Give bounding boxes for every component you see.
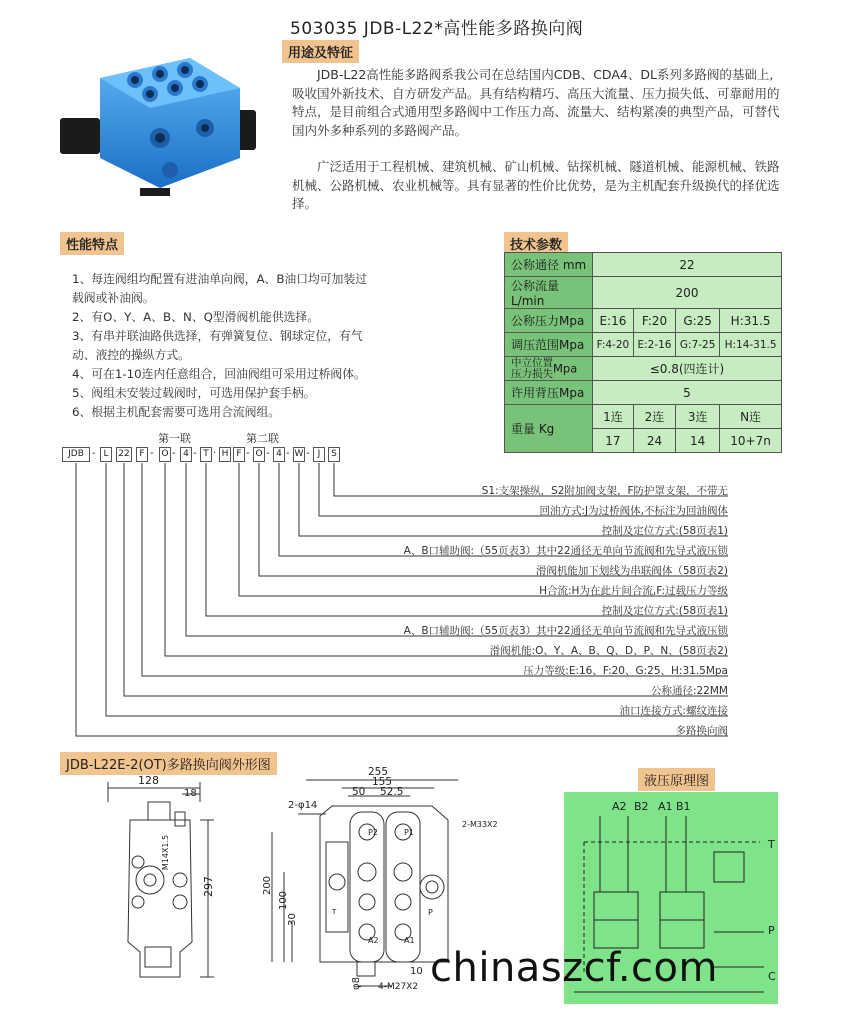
param-value: 5 [593,381,782,405]
page-title: 503035 JDB-L22*高性能多路换向阀 [290,19,584,39]
param-value: G:7-25 [676,333,720,357]
code-dash: - [172,448,176,459]
dim-label: 10 [410,966,423,977]
param-value: 10+7n [720,429,782,453]
feature-item: 载阀或补油阀。 [72,291,155,305]
port-label: P2 [368,828,378,837]
code-box: J [313,447,325,462]
code-box: H [219,447,231,462]
code-annotation: A、B口辅助阀:（55页表3）其中22通径无单向节流阀和先导式液压锁 [403,545,728,557]
feature-item: 动、液控的操纵方式。 [72,348,190,362]
code-annotation: 滑阀机能加下划线为串联阀体（58页表2) [535,565,728,577]
code-box: W [293,447,305,462]
code-annotation: A、B口辅助阀:（55页表3）其中22通径无单向节流阀和先导式液压锁 [403,625,728,637]
dim-label: 18 [184,788,197,799]
code-annotation: 油口连接方式:螺纹连接 [619,705,728,717]
param-value: E:16 [593,309,634,333]
dim-label: 52.5 [380,786,404,798]
dim-label: 297 [202,876,215,897]
code-annotation: 压力等级:E:16、F:20、G:25、H:31.5Mpa [523,665,728,677]
port-label: T [768,838,775,851]
param-value: H:31.5 [720,309,782,333]
param-value: G:25 [676,309,720,333]
dim-label: 4-M27X2 [378,982,419,992]
param-label: 公称通径 mm [505,253,593,277]
dim-label: 100 [278,890,290,911]
param-value: ≤0.8(四连计) [593,357,782,381]
code-dash: - [92,448,96,459]
param-label: 许用背压Mpa [505,381,593,405]
feature-item: 3、有串并联油路供选择，有弹簧复位、钢球定位，有气 [72,329,363,343]
dim-label: φ8 [350,977,362,990]
code-annotation: S1:支架操纵，S2附加阀支架，F防护罩支架，不带无 [481,485,728,497]
group1-label: 第一联 [158,432,191,445]
port-label: A1 [658,800,673,813]
group2-label: 第二联 [246,432,279,445]
code-annotation: 滑阀机能:O、Y、A、B、Q、D、P、N、(58页表2) [489,645,728,657]
dim-label: 155 [372,776,393,788]
param-head: 3连 [676,405,720,429]
code-box: F [136,447,148,462]
code-annotation: 回油方式:J为过桥阀体,不标注为回油阀体 [539,505,728,517]
outline-header: JDB-L22E-2(OT)多路换向阀外形图 [60,752,277,775]
feature-item: 6、根据主机配套需要可选用合流阀组。 [72,405,281,419]
param-head: 1连 [593,405,634,429]
code-box: 22 [116,447,132,462]
dim-label: 30 [286,913,298,926]
port-label: T [332,908,337,916]
param-value: F:20 [633,309,675,333]
code-box: F [233,447,245,462]
param-label-unit: Mpa [553,361,578,375]
dim-label: 255 [368,766,389,778]
dim-label: M14X1.5 [161,834,171,871]
param-value: 24 [633,429,675,453]
param-head: N连 [720,405,782,429]
param-value: 17 [593,429,634,453]
code-box: JDB [62,447,90,462]
code-box: O [253,447,265,462]
code-annotation: 控制及定位方式:(58页表1) [601,605,728,617]
param-value: 14 [676,429,720,453]
param-value: 200 [593,277,782,309]
dim-label: 2-φ14 [288,800,318,811]
dim-label: 128 [138,774,159,787]
code-annotation: 多路换向阀 [675,725,728,737]
dim-label: 50 [352,786,366,798]
usage-paragraph-2: 广泛适用于工程机械、建筑机械、矿山机械、钻探机械、隧道机械、能源机械、铁路机械、公路机械、农业机械等。具有显著的性价比优势，是为主机配套升级换代的择优选择。 [292,159,780,211]
param-value: H:14-31.5 [720,333,782,357]
usage-paragraph-1: JDB-L22高性能多路阀系我公司在总结国内CDB、CDA4、DL系列多路阀的基础上,吸收国外新技术、自方研发产品。具有结构精巧、高压大流量、压力损失低、可靠耐用的特点，是目前组合式通用型多路阀中工作压力高、流量大、结构紧凑的典型产品，可替代国内外多种系列的多路阀产品。 [292,67,780,138]
port-label: P1 [404,828,414,837]
code-box: L [100,447,112,462]
port-label: A2 [612,800,627,813]
param-value: 22 [593,253,782,277]
dim-label: 2-M33X2 [462,820,498,829]
code-dash: - [150,448,154,459]
param-value: E:2-16 [633,333,675,357]
code-dash: · [213,448,217,459]
port-label: B2 [634,800,649,813]
param-label: 公称流量 L/min [505,277,593,309]
code-annotation: 公称通径:22MM [650,685,728,697]
code-annotation: 控制及定位方式:(58页表1) [601,525,728,537]
code-annotation: H合流:H为在此片间合流,F:过载压力等级 [539,585,728,597]
param-label-line: 中立位置 [511,356,553,369]
feature-item: 2、有O、Y、A、B、N、Q型滑阀机能供选择。 [72,310,320,324]
code-dash: - [193,448,197,459]
dim-label: 200 [262,875,274,896]
param-label-line: 压力损失 [511,367,553,380]
feature-item: 4、可在1-10连内任意组合，回油阀组可采用过桥阀体。 [72,367,366,381]
port-label: A1 [404,936,415,945]
port-label: B1 [676,800,691,813]
features-header: 性能特点 [60,232,124,255]
port-label: P [428,908,433,917]
code-dash: - [286,448,290,459]
port-label: C [768,970,776,983]
port-label: P [768,924,775,937]
param-label: 重量 Kg [505,405,593,453]
param-label: 调压范围Mpa [505,333,593,357]
port-label: A2 [368,936,379,945]
code-dash: - [266,448,270,459]
code-box: O [159,447,171,462]
feature-item: 5、阀组未安装过载阀时，可选用保护套手柄。 [72,386,316,400]
param-head: 2连 [633,405,675,429]
code-box: S [328,447,340,462]
site-watermark: chinaszcf.com [430,945,718,991]
param-label: 公称压力Mpa [505,309,593,333]
code-box: 4 [273,447,285,462]
usage-header: 用途及特征 [282,40,359,63]
param-value: F:4-20 [593,333,634,357]
feature-item: 1、每连阀组均配置有进油单向阀，A、B油口均可加装过 [72,272,367,286]
params-header: 技术参数 [504,232,568,255]
code-dash: - [306,448,310,459]
hydraulic-header: 液压原理图 [638,768,715,791]
code-box: 4 [180,447,192,462]
code-dash: - [246,448,250,459]
code-box: T [200,447,212,462]
